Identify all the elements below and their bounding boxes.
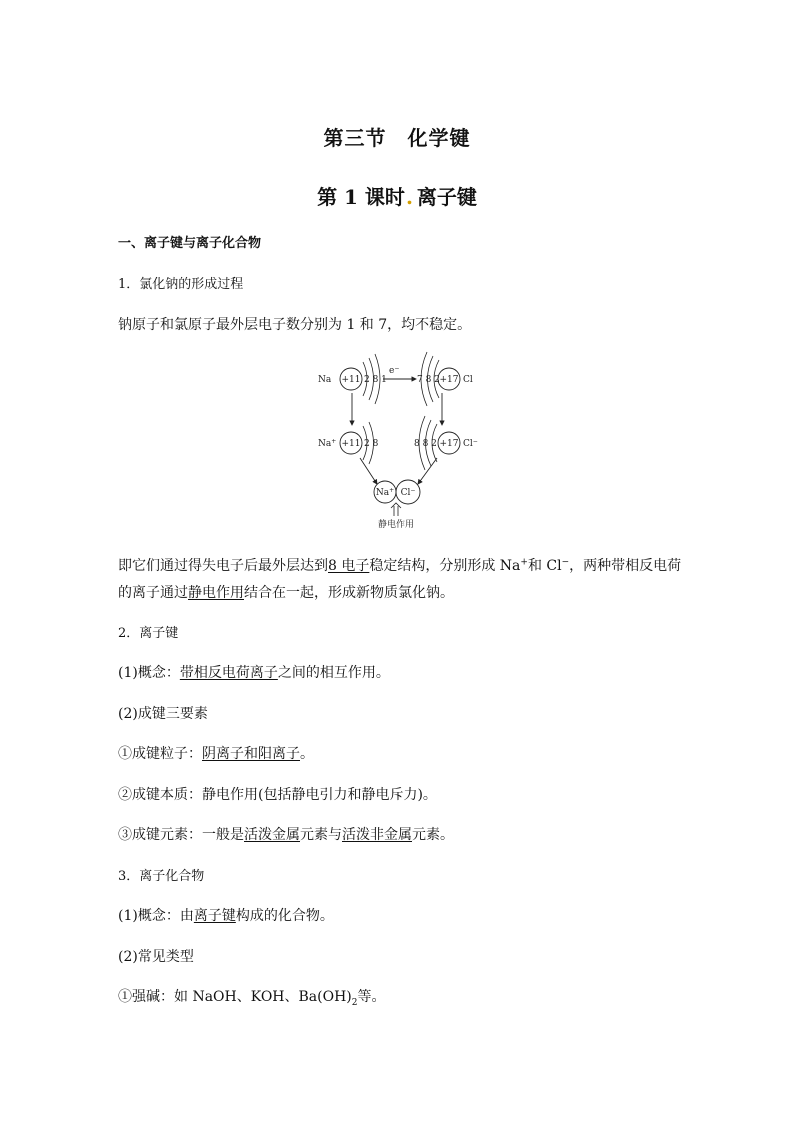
na-ion-shell-electrons: 2 8: [364, 439, 379, 449]
na-atom-label: Na: [318, 375, 332, 385]
na-nucleus-charge: +11: [341, 375, 361, 385]
cl-ion-converge-arrow: [418, 458, 437, 484]
lesson-title: [0, 181, 794, 210]
underline-electrostatic: 静电作用: [188, 585, 244, 601]
bond-particles: ①成键粒子：阴离子和阳离子。: [118, 746, 314, 762]
section-title: 第三节 化学键: [323, 126, 471, 150]
heading-ionic-bond-compounds: 一、离子键与离子化合物: [118, 236, 262, 251]
title-dot: .: [405, 185, 413, 209]
common-types-heading: (2)常见类型: [118, 949, 194, 965]
paragraph-summary-line1: 即它们通过得失电子后最外层达到8 电子稳定结构，分别形成 Na+和 Cl−，两种带相反电荷: [118, 557, 682, 574]
diagram-caption: 静电作用: [377, 520, 415, 530]
paragraph-summary-line2: 的离子通过静电作用结合在一起，形成新物质氯化钠。: [118, 585, 454, 601]
lesson-topic: 离子键: [416, 185, 477, 209]
double-arrow-head: [391, 503, 401, 508]
cl-ion-nucleus-charge: +17: [439, 439, 459, 449]
cl-shell-electrons: 7 8 2: [417, 375, 440, 385]
ionic-compound-concept: (1)概念：由离子键构成的化合物。: [118, 908, 334, 924]
paragraph-atoms-unstable: 钠原子和氯原子最外层电子数分别为 1 和 7，均不稳定。: [118, 317, 472, 333]
na-shell-electrons: 2 8 1: [364, 375, 387, 385]
heading-ionic-bond: 2．离子键: [118, 626, 179, 641]
cl-atom-label: Cl: [463, 375, 473, 385]
underline-8-electron: 8 电子: [328, 558, 370, 574]
nacl-formation-diagram: [315, 348, 485, 533]
electron-label: e−: [389, 365, 400, 376]
lesson-number: 第 1 课时: [317, 185, 405, 209]
bond-nature: ②成键本质：静电作用(包括静电引力和静电斥力)。: [118, 787, 437, 803]
bond-elements: ③成键元素：一般是活泼金属元素与活泼非金属元素。: [118, 827, 454, 843]
na-ion-converge-arrow: [360, 458, 377, 484]
ionic-bond-concept: (1)概念：带相反电荷离子之间的相互作用。: [118, 665, 390, 681]
cl-ion-shell-electrons: 8 8 2: [414, 439, 437, 449]
cl-nucleus-charge: +17: [439, 375, 459, 385]
na-ion-pair-label: Na+: [375, 487, 395, 498]
cl-ion-label: Cl−: [463, 438, 478, 449]
cl-ion-pair-label: Cl−: [400, 487, 416, 498]
na-ion-nucleus-charge: +11: [341, 439, 361, 449]
bond-three-elements-heading: (2)成键三要素: [118, 706, 208, 722]
heading-nacl-formation: 1．氯化钠的形成过程: [118, 277, 244, 292]
na-ion-label: Na+: [318, 438, 337, 449]
strong-bases: ①强碱：如 NaOH、KOH、$Ba(OH)_2$等。: [118, 989, 386, 1008]
heading-ionic-compounds: 3．离子化合物: [118, 869, 205, 884]
